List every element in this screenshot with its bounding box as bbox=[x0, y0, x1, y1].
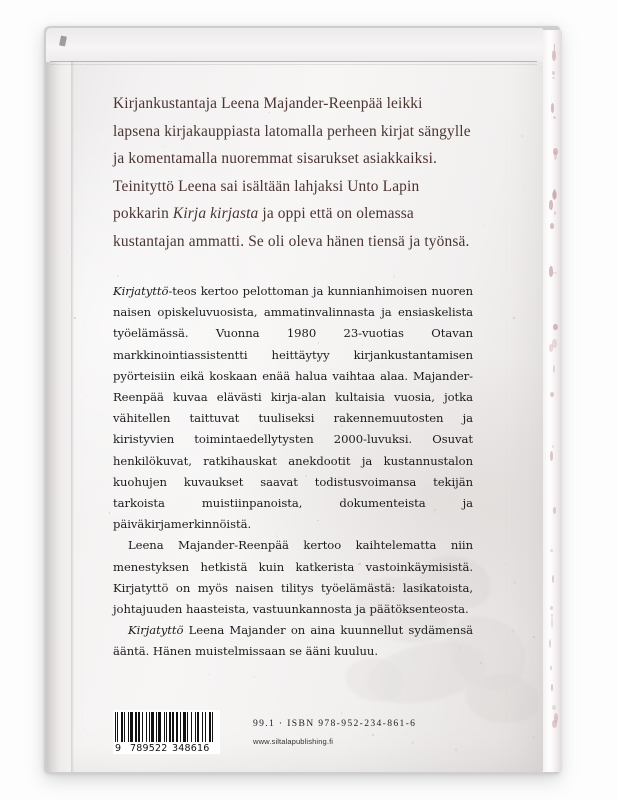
cover-speck bbox=[67, 251, 68, 252]
italic-title-run: Kirjatyttö bbox=[113, 284, 169, 298]
page-edge-mark bbox=[550, 392, 554, 397]
cover-speck bbox=[524, 185, 525, 186]
cover-speck bbox=[483, 224, 485, 226]
page-edge-mark bbox=[552, 575, 554, 584]
barcode-bar bbox=[180, 712, 181, 742]
barcode-bar bbox=[169, 712, 171, 742]
page-edge-print-marks bbox=[548, 40, 558, 762]
publisher-website: www.siltalapublishing.fi bbox=[253, 737, 334, 746]
barcode-digits bbox=[115, 743, 218, 754]
barcode-bar bbox=[156, 712, 157, 742]
page-edge-mark bbox=[554, 151, 557, 160]
book-back-cover bbox=[46, 28, 543, 772]
page-edge-mark bbox=[551, 684, 553, 691]
cover-speck bbox=[533, 636, 535, 638]
page-edge-mark bbox=[553, 507, 556, 514]
barcode-bar bbox=[195, 712, 196, 742]
barcode-bar bbox=[202, 712, 203, 742]
barcode-bar bbox=[187, 712, 188, 742]
isbn-line: 99.1 · ISBN 978-952-234-861-6 bbox=[253, 718, 417, 729]
page-edge-mark bbox=[552, 705, 556, 709]
cover-speck bbox=[109, 512, 111, 514]
book-spine-crease bbox=[71, 28, 74, 772]
barcode-bar bbox=[130, 712, 133, 742]
page-edge-mark bbox=[550, 606, 552, 610]
barcode-bar bbox=[210, 712, 211, 742]
page-edge-mark bbox=[550, 451, 553, 461]
page-edge-mark bbox=[552, 71, 556, 75]
barcode-bar bbox=[142, 712, 143, 742]
cover-speck bbox=[512, 629, 514, 631]
italic-title-run: Kirjatyttö bbox=[128, 623, 184, 638]
page-edge-mark bbox=[554, 713, 558, 723]
jacket-fold-crease-line bbox=[50, 61, 537, 62]
cover-speck bbox=[254, 676, 255, 677]
barcode-left-group: 789522 bbox=[130, 743, 168, 754]
page-edge-mark bbox=[552, 50, 556, 61]
barcode-bar bbox=[176, 712, 178, 742]
barcode-bar bbox=[117, 712, 118, 742]
page-edge-mark bbox=[550, 549, 552, 552]
barcode-bar bbox=[121, 712, 123, 742]
barcode-bar bbox=[183, 712, 186, 742]
barcode-bar bbox=[205, 712, 206, 742]
cover-speck bbox=[74, 317, 76, 319]
blurb-lede-paragraph bbox=[113, 90, 473, 255]
jacket-fold-crease-line-secondary bbox=[50, 64, 537, 65]
page-edge-mark bbox=[551, 103, 555, 112]
text-run: -teos kertoo pelottoman ja kunnianhimoisen nuoren naisen opiskeluvuosista, ammatinvalinnasta ja ensiaskelista työelämässä. Vuonna 1980 23-vuotias Otavan markkinointiassistentti heittäytyy kirjankustantamisen pyörteisiin eikä koskaan enää halua vaihtaa alaa. Majander-Reenpää kuvaa elävästi kirja-alan kultaisia vuosia, jotka vähitellen taittuvat tuuliseksi rakennemuutosten ja kiristyvien toimintaedellytysten 2000-luvuksi. Osuvat henkilökuvat, ratkihauskat anekdootit ja kustannustalon kuohujen kuvaukset saavat todistusvoimansa tekijän tarkoista muistiinpanoista, dokumenteista ja päiväkirjamerkinnöistä. bbox=[113, 284, 473, 532]
cover-speck bbox=[208, 674, 209, 675]
page-edge-mark bbox=[552, 77, 554, 80]
jacket-top-fold bbox=[46, 28, 543, 62]
back-cover-text-block bbox=[113, 90, 473, 663]
text-run: Kirjankustantaja Leena Majander-Reenpää leikki lapsena kirjakauppiasta latomalla perheen kirjat sängylle ja komentamalla nuoremmat sisarukset asiakkaiksi. Teinityttö Leena sai isältään lahjaksi Unto Lapin pokkarin bbox=[113, 95, 471, 222]
back-cover-footer bbox=[113, 710, 533, 770]
blurb-paragraph bbox=[113, 535, 473, 620]
cover-speck bbox=[513, 317, 515, 319]
barcode-lead-digit: 9 bbox=[115, 743, 122, 754]
page-edge-mark bbox=[550, 223, 554, 230]
page-edge-mark bbox=[551, 617, 553, 628]
page-edge-mark bbox=[549, 200, 552, 210]
page-edge-mark bbox=[552, 445, 554, 448]
barcode-bar bbox=[212, 712, 213, 742]
barcode-bar bbox=[149, 712, 150, 742]
barcode-bar bbox=[158, 712, 161, 742]
barcode-bar bbox=[191, 712, 192, 742]
barcode-bar bbox=[166, 712, 167, 742]
cover-speck bbox=[86, 396, 87, 397]
page-edge-mark bbox=[549, 639, 551, 648]
text-run: Leena Majander on aina kuunnellut sydämensä ääntä. Hänen muistelmissaan se ääni kuuluu. bbox=[113, 623, 473, 659]
barcode-bars bbox=[115, 712, 218, 742]
page-edge-mark bbox=[553, 116, 556, 119]
page-edge-mark bbox=[553, 365, 555, 373]
barcode-bar bbox=[146, 712, 147, 742]
barcode-bar bbox=[172, 712, 174, 742]
barcode-bar bbox=[124, 712, 125, 742]
barcode-bar bbox=[135, 712, 137, 742]
cover-speck bbox=[513, 581, 515, 583]
page-edge-mark bbox=[552, 339, 557, 348]
blurb-paragraph bbox=[113, 281, 473, 535]
ean13-barcode bbox=[113, 710, 220, 754]
cover-speck bbox=[521, 135, 523, 137]
barcode-bar bbox=[128, 712, 129, 742]
text-run: Leena Majander-Reenpää kertoo kaihtelematta niin menestyksen hetkistä kuin katkerista vastoinkäymisistä. Kirjatyttö on myös naisen tilitys työelämästä: lasikatoista, johtajuuden haasteista, vastuunkannosta ja päätöksenteosta. bbox=[113, 538, 473, 617]
page-edge-mark bbox=[550, 666, 552, 670]
page-edge-mark bbox=[552, 191, 557, 199]
barcode-bar bbox=[115, 712, 116, 742]
page-edge-mark bbox=[554, 211, 556, 215]
blurb-body-paragraphs bbox=[113, 281, 473, 663]
barcode-bar bbox=[138, 712, 140, 742]
barcode-right-group: 348616 bbox=[172, 743, 210, 754]
barcode-bar bbox=[151, 712, 154, 742]
book-spine-roll bbox=[46, 28, 72, 772]
barcode-bar bbox=[197, 712, 199, 742]
page-edge-mark bbox=[554, 44, 556, 50]
blurb-paragraph bbox=[113, 620, 473, 662]
text-run: ja oppi että on olemassa kustantajan ammatti. Se oli oleva hänen tiensä ja työnsä. bbox=[113, 205, 470, 250]
page-edge-mark bbox=[553, 324, 557, 330]
page-edge-mark bbox=[551, 614, 553, 616]
italic-title-run: Kirja kirjasta bbox=[172, 205, 259, 222]
barcode-bar bbox=[164, 712, 165, 742]
